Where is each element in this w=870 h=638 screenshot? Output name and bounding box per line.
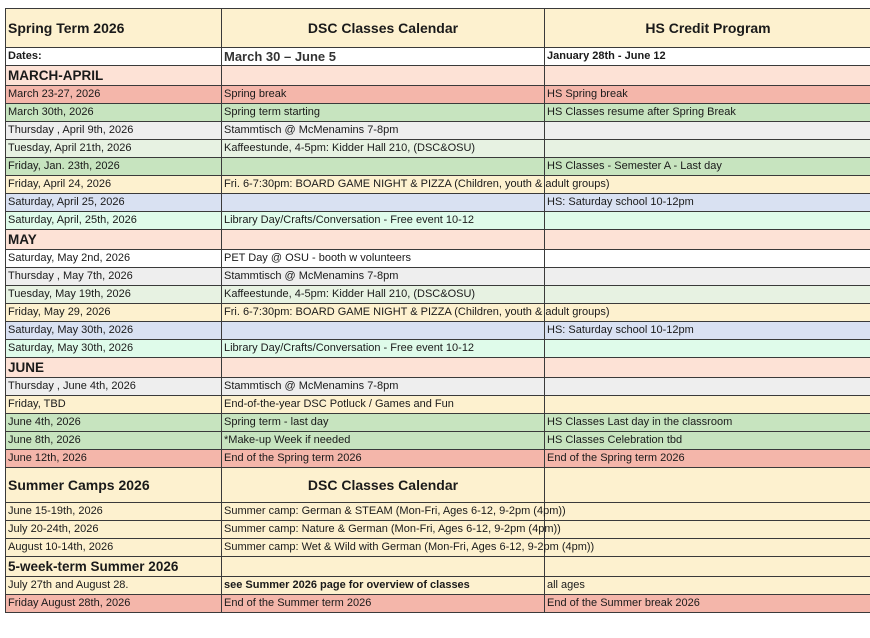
table-row	[6, 450, 870, 468]
five-week-title: 5-week-term Summer 2026	[6, 557, 222, 577]
event-hs: HS Classes Celebration tbd	[545, 432, 870, 450]
event-dsc: Summer camp: Wet & Wild with German (Mon-Fri, Ages 6-12, 9-2pm (4pm))	[222, 539, 545, 557]
event-dsc: Spring break	[222, 86, 545, 104]
event-hs	[545, 250, 870, 268]
table-row	[6, 432, 870, 450]
event-hs	[545, 396, 870, 414]
event-hs: HS: Saturday school 10-12pm	[545, 194, 870, 212]
event-dsc	[222, 194, 545, 212]
event-date: Thursday , May 7th, 2026	[6, 268, 222, 286]
section-row	[6, 358, 870, 378]
table-row	[6, 158, 870, 176]
event-date: March 23-27, 2026	[6, 86, 222, 104]
header-dsc: DSC Classes Calendar	[222, 9, 545, 48]
summer-header-dsc: DSC Classes Calendar	[222, 468, 545, 503]
calendar-table	[5, 8, 870, 613]
event-date: June 15-19th, 2026	[6, 503, 222, 521]
event-hs: HS Classes Last day in the classroom	[545, 414, 870, 432]
table-row	[6, 104, 870, 122]
event-date: Saturday, April, 25th, 2026	[6, 212, 222, 230]
event-date: July 20-24th, 2026	[6, 521, 222, 539]
event-hs: End of the Spring term 2026	[545, 450, 870, 468]
event-dsc: End of the Spring term 2026	[222, 450, 545, 468]
section-title: MAY	[6, 230, 222, 250]
event-date: March 30th, 2026	[6, 104, 222, 122]
event-dsc: Fri. 6-7:30pm: BOARD GAME NIGHT & PIZZA (Children, youth & adult groups)	[222, 176, 545, 194]
dates-dsc: March 30 – June 5	[222, 48, 545, 66]
event-dsc: Kaffeestunde, 4-5pm: Kidder Hall 210, (DSC&OSU)	[222, 286, 545, 304]
table-row	[6, 140, 870, 158]
event-hs	[545, 340, 870, 358]
event-dsc: End of the Summer term 2026	[222, 595, 545, 613]
event-dsc: End-of-the-year DSC Potluck / Games and Fun	[222, 396, 545, 414]
event-date: Saturday, April 25, 2026	[6, 194, 222, 212]
summer-header-hs	[545, 468, 870, 503]
event-hs: HS Classes resume after Spring Break	[545, 104, 870, 122]
table-row	[6, 286, 870, 304]
event-hs	[545, 378, 870, 396]
table-row	[6, 340, 870, 358]
section-empty-hs	[545, 66, 870, 86]
table-row	[6, 396, 870, 414]
event-dsc: Kaffeestunde, 4-5pm: Kidder Hall 210, (DSC&OSU)	[222, 140, 545, 158]
event-hs	[545, 122, 870, 140]
event-date: Saturday, May 2nd, 2026	[6, 250, 222, 268]
event-dsc: Spring term starting	[222, 104, 545, 122]
event-hs	[545, 503, 870, 521]
event-hs	[545, 140, 870, 158]
event-dsc: *Make-up Week if needed	[222, 432, 545, 450]
event-dsc: Summer camp: Nature & German (Mon-Fri, Ages 6-12, 9-2pm (4pm))	[222, 521, 545, 539]
table-row	[6, 194, 870, 212]
section-empty-dsc	[222, 230, 545, 250]
event-date: Friday August 28th, 2026	[6, 595, 222, 613]
summer-header-row	[6, 468, 870, 503]
event-dsc: Stammtisch @ McMenamins 7-8pm	[222, 122, 545, 140]
section-title: MARCH-APRIL	[6, 66, 222, 86]
table-row	[6, 539, 870, 557]
event-date: June 12th, 2026	[6, 450, 222, 468]
event-date: August 10-14th, 2026	[6, 539, 222, 557]
table-row	[6, 378, 870, 396]
table-row	[6, 268, 870, 286]
section-empty-dsc	[222, 66, 545, 86]
event-dsc: Stammtisch @ McMenamins 7-8pm	[222, 268, 545, 286]
event-date: Friday, April 24, 2026	[6, 176, 222, 194]
dates-label: Dates:	[6, 48, 222, 66]
section-empty-dsc	[222, 358, 545, 378]
event-date: Saturday, May 30th, 2026	[6, 340, 222, 358]
table-row	[6, 176, 870, 194]
table-row	[6, 322, 870, 340]
event-dsc: Library Day/Crafts/Conversation - Free event 10-12	[222, 340, 545, 358]
event-dsc: see Summer 2026 page for overview of classes	[222, 577, 545, 595]
event-date: Saturday, May 30th, 2026	[6, 322, 222, 340]
table-row	[6, 577, 870, 595]
table-row	[6, 86, 870, 104]
five-week-empty-dsc	[222, 557, 545, 577]
header-row	[6, 9, 870, 48]
event-dsc: PET Day @ OSU - booth w volunteers	[222, 250, 545, 268]
table-row	[6, 414, 870, 432]
event-hs: End of the Summer break 2026	[545, 595, 870, 613]
event-date: July 27th and August 28.	[6, 577, 222, 595]
event-dsc: Spring term - last day	[222, 414, 545, 432]
section-row	[6, 66, 870, 86]
dates-hs: January 28th - June 12	[545, 48, 870, 66]
table-row	[6, 595, 870, 613]
event-date: Friday, TBD	[6, 396, 222, 414]
section-title: JUNE	[6, 358, 222, 378]
calendar-body	[6, 9, 870, 613]
event-date: June 4th, 2026	[6, 414, 222, 432]
section-empty-hs	[545, 230, 870, 250]
event-hs: HS Classes - Semester A - Last day	[545, 158, 870, 176]
event-dsc: Stammtisch @ McMenamins 7-8pm	[222, 378, 545, 396]
event-date: Friday, Jan. 23th, 2026	[6, 158, 222, 176]
event-hs: all ages	[545, 577, 870, 595]
table-row	[6, 250, 870, 268]
table-row	[6, 212, 870, 230]
header-hs: HS Credit Program	[545, 9, 870, 48]
five-week-section-row	[6, 557, 870, 577]
five-week-empty-hs	[545, 557, 870, 577]
event-hs	[545, 521, 870, 539]
section-empty-hs	[545, 358, 870, 378]
event-date: Tuesday, May 19th, 2026	[6, 286, 222, 304]
event-dsc: Library Day/Crafts/Conversation - Free event 10-12	[222, 212, 545, 230]
section-row	[6, 230, 870, 250]
event-date: Friday, May 29, 2026	[6, 304, 222, 322]
table-row	[6, 521, 870, 539]
event-date: Thursday , June 4th, 2026	[6, 378, 222, 396]
event-dsc: Fri. 6-7:30pm: BOARD GAME NIGHT & PIZZA (Children, youth & adult groups)	[222, 304, 545, 322]
event-dsc	[222, 322, 545, 340]
event-dsc: Summer camp: German & STEAM (Mon-Fri, Ages 6-12, 9-2pm (4pm))	[222, 503, 545, 521]
header-term: Spring Term 2026	[6, 9, 222, 48]
event-date: June 8th, 2026	[6, 432, 222, 450]
dates-row	[6, 48, 870, 66]
summer-header-title: Summer Camps 2026	[6, 468, 222, 503]
event-hs	[545, 268, 870, 286]
event-hs: HS: Saturday school 10-12pm	[545, 322, 870, 340]
table-row	[6, 122, 870, 140]
event-hs	[545, 212, 870, 230]
event-date: Tuesday, April 21th, 2026	[6, 140, 222, 158]
event-hs	[545, 286, 870, 304]
event-dsc	[222, 158, 545, 176]
table-row	[6, 304, 870, 322]
table-row	[6, 503, 870, 521]
event-hs: HS Spring break	[545, 86, 870, 104]
event-date: Thursday , April 9th, 2026	[6, 122, 222, 140]
